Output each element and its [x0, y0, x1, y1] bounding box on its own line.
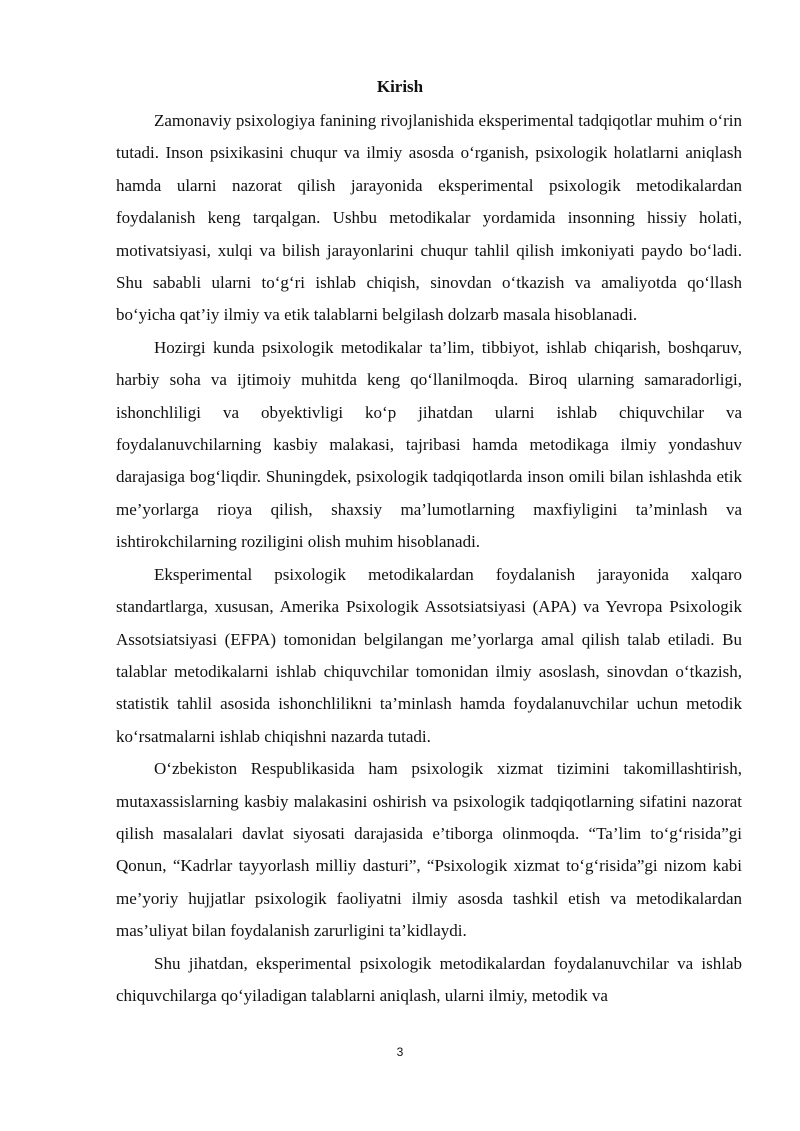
paragraph-2: Hozirgi kunda psixologik metodikalar ta’lim, tibbiyot, ishlab chiqarish, boshqaruv, harbiy soha va ijtimoiy muhitda keng qo‘llanilmoqda. Biroq ularning samaradorligi, ishonchliligi va obyektivligi ko‘p jihatdan ularni ishlab chiquvchilar va foydalanuvchilarning kasbiy malakasi, tajribasi hamda metodikaga ilmiy yondashuv darajasiga bog‘liqdir. Shuningdek, psixologik tadqiqotlarda inson omili bilan ishlashda etik me’yorlarga rioya qilish, shaxsiy ma’lumotlarning maxfiyligini ta’minlash va ishtirokchilarning roziligini olish muhim hisoblanadi. [116, 337, 742, 552]
paragraph-4: O‘zbekiston Respublikasida ham psixologik xizmat tizimini takomillashtirish, mutaxassislarning kasbiy malakasini oshirish va psixologik tadqiqotlarning sifatini nazorat qilish masalalari davlat siyosati darajasida e’tiborga olinmoqda. “Ta’lim to‘g‘risida”gi Qonun, “Kadrlar tayyorlash milliy dasturi”, “Psixologik xizmat to‘g‘risida”gi nizom kabi me’yoriy hujjatlar psixologik faoliyatni ilmiy asosda tashkil etish va metodikalardan mas’uliyat bilan foydalanish zarurligini ta’kidlaydi. [116, 759, 742, 941]
section-title: Kirish [376, 77, 424, 96]
body-text [116, 105, 742, 1012]
paragraph-5: Shu jihatdan, eksperimental psixologik metodikalardan foydalanuvchilar va ishlab chiquvchilarga qo‘yiladigan talablarni aniqlash, ularni ilmiy, metodik va [116, 953, 742, 1005]
page-number: 3 [396, 1045, 404, 1059]
paragraph-3: Eksperimental psixologik metodikalardan foydalanish jarayonida xalqaro standartlarga, xususan, Amerika Psixologik Assotsiatsiyasi (APA) va Yevropa Psixologik Assotsiatsiyasi (EFPA) tomonidan belgilangan me’yorlarga amal qilish talab etiladi. Bu talablar metodikalarni ishlab chiquvchilar tomonidan ilmiy asoslash, sinovdan o‘tkazish, statistik tahlil asosida ishonchlilikni ta’minlash hamda foydalanuvchilar uchun metodik ko‘rsatmalarni ishlab chiqishni nazarda tutadi. [116, 564, 742, 746]
paragraph-1: Zamonaviy psixologiya fanining rivojlanishida eksperimental tadqiqotlar muhim o‘rin tutadi. Inson psixikasini chuqur va ilmiy asosda o‘rganish, psixologik holatlarni aniqlash hamda ularni nazorat qilish jarayonida eksperimental psixologik metodikalardan foydalanish keng tarqalgan. Ushbu metodikalar yordamida insonning hissiy holati, motivatsiyasi, xulqi va bilish jarayonlarini chuqur tahlil qilish imkoniyati paydo bo‘ladi. Shu sababli ularni to‘g‘ri ishlab chiqish, sinovdan o‘tkazish va amaliyotda qo‘llash bo‘yicha qat’iy ilmiy va etik talablarni belgilash dolzarb masala hisoblanadi. [116, 111, 742, 325]
